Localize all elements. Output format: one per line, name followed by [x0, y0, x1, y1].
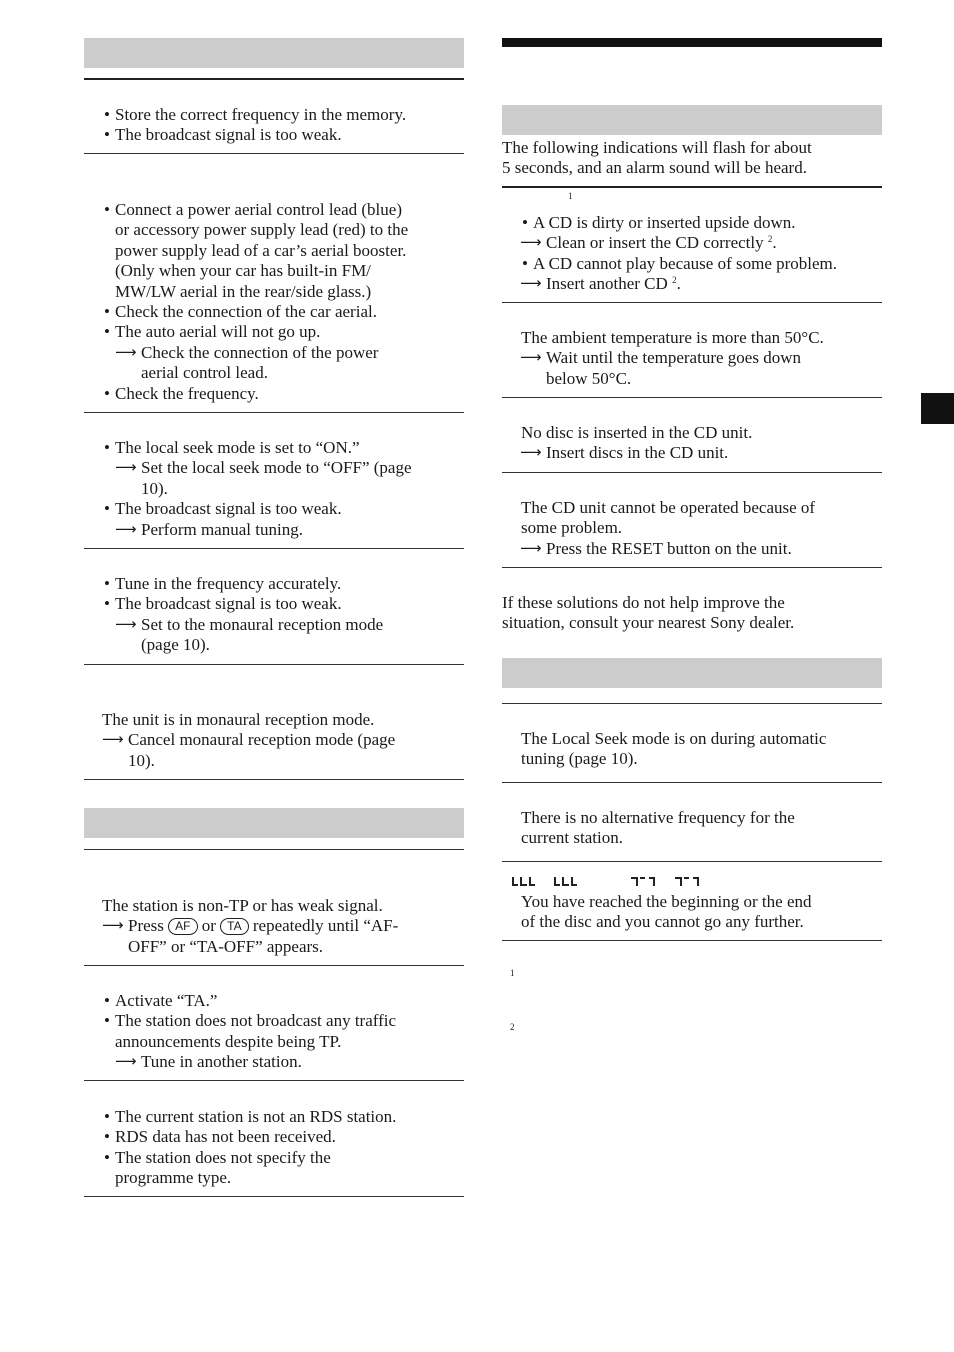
remedy-text: Set the local seek mode to “OFF” (page — [141, 458, 412, 478]
error-4 — [502, 498, 882, 559]
remedy-text: Press the RESET button on the unit. — [546, 538, 792, 558]
footnote-marker: 1 — [568, 191, 573, 201]
arrow-right-icon: ⟶ — [115, 342, 137, 361]
remedy-text: Cancel monaural reception mode (page — [128, 730, 396, 750]
cause-text: Tune in the frequency accurately. — [115, 574, 342, 593]
footnote-ref: 2 — [672, 275, 677, 286]
cause-text: A CD is dirty or inserted upside down. — [533, 213, 796, 232]
remedy-text: Clean or insert the CD correctly — [546, 233, 764, 253]
cause-text: MW/LW aerial in the rear/side glass.) — [115, 281, 372, 301]
cause-text: power supply lead of a car’s aerial booster. — [115, 240, 407, 260]
message-2 — [502, 808, 882, 849]
cause-text: The ambient temperature is more than 50°C. — [521, 328, 824, 347]
divider — [84, 1080, 464, 1081]
arrow-right-icon: ⟶ — [102, 730, 124, 749]
cause-text: The station is non-TP or has weak signal. — [102, 896, 383, 915]
lcd-display-icon — [512, 877, 712, 884]
remedy-text: Wait until the temperature goes down — [546, 348, 801, 368]
message-text: of the disc and you cannot go any further. — [521, 912, 804, 932]
cause-text: programme type. — [115, 1168, 232, 1188]
remedy-text: or — [201, 916, 216, 936]
message-1 — [502, 729, 882, 770]
divider — [502, 302, 882, 303]
message-text: The Local Seek mode is on during automatic — [521, 729, 827, 748]
remedy-text: Insert another CD — [546, 274, 668, 294]
cause-text: The local seek mode is set to “ON.” — [115, 438, 360, 457]
arrow-right-icon: ⟶ — [115, 614, 137, 633]
arrow-right-icon: ⟶ — [520, 233, 542, 252]
cause-text: The broadcast signal is too weak. — [115, 125, 342, 145]
cause-text: The station does not broadcast any traffic — [115, 1011, 397, 1031]
section-header-bar-error — [502, 105, 882, 135]
rds-problem-1 — [84, 896, 464, 957]
divider — [502, 567, 882, 568]
intro-text: The following indications will flash for about — [502, 138, 812, 157]
remedy-text: 10). — [128, 750, 155, 770]
divider — [84, 1196, 464, 1197]
remedy-text: aerial control lead. — [141, 363, 268, 383]
closing-note — [502, 593, 882, 634]
remedy-text: below 50°C. — [546, 368, 632, 388]
cause-text: Check the frequency. — [115, 383, 259, 403]
radio-problem-5 — [84, 710, 464, 771]
closing-text: If these solutions do not help improve the — [502, 593, 785, 612]
remedy-text: Check the connection of the power — [141, 342, 379, 362]
cause-text: Activate “TA.” — [115, 991, 218, 1010]
page-edge-tab — [921, 393, 954, 424]
section-rule — [502, 703, 882, 704]
error-intro — [502, 138, 882, 179]
divider — [502, 861, 882, 862]
message-text: There is no alternative frequency for the — [521, 808, 795, 827]
arrow-right-icon: ⟶ — [115, 519, 137, 538]
intro-text: 5 seconds, and an alarm sound will be heard. — [502, 158, 807, 178]
remedy-text: Press — [128, 916, 164, 936]
closing-text: situation, consult your nearest Sony dealer. — [502, 613, 795, 633]
divider — [84, 412, 464, 413]
cause-text: (Only when your car has built-in FM/ — [115, 261, 371, 281]
cause-text: or accessory power supply lead (red) to the — [115, 220, 409, 240]
divider — [84, 548, 464, 549]
divider — [84, 664, 464, 665]
arrow-right-icon: ⟶ — [115, 458, 137, 477]
section-rule — [84, 78, 464, 80]
remedy-text: Perform manual tuning. — [141, 519, 303, 539]
divider — [502, 472, 882, 473]
divider — [84, 779, 464, 780]
remedy-text: (page 10). — [141, 635, 210, 655]
divider — [502, 782, 882, 783]
message-text: You have reached the beginning or the end — [521, 892, 812, 911]
divider — [84, 965, 464, 966]
arrow-right-icon: ⟶ — [520, 538, 542, 557]
message-3 — [502, 892, 882, 933]
error-1: • A CD is dirty or inserted upside down. ⟶ Clean or insert the CD correctly $^2$. • A CD cannot play because of some problem. ⟶ Insert another CD $^2$. — [520, 213, 838, 294]
ta-button-icon: TA — [220, 918, 248, 935]
radio-problem-1: • Store the correct frequency in the memory. • The broadcast signal is too weak. — [104, 105, 407, 145]
cause-text: The CD unit cannot be operated because of — [521, 498, 816, 517]
section-header-bar-rds — [84, 808, 464, 838]
cause-text: announcements despite being TP. — [115, 1031, 342, 1051]
cause-text: The station does not specify the — [115, 1147, 331, 1167]
footnote-1: 1 — [510, 968, 515, 978]
error-2 — [502, 328, 882, 389]
cause-text: Store the correct frequency in the memory. — [115, 105, 407, 124]
message-text: current station. — [521, 828, 623, 848]
rds-problem-3: • The current station is not an RDS station. • RDS data has not been received. • The station does not specify the programme type. — [104, 1107, 397, 1188]
cause-text: A CD cannot play because of some problem. — [533, 253, 838, 273]
footnote-ref: 2 — [767, 234, 773, 245]
section-rule — [84, 849, 464, 850]
cause-text: The auto aerial will not go up. — [115, 322, 321, 342]
section-rule — [502, 186, 882, 188]
cause-text: some problem. — [521, 518, 623, 538]
section-title-rule — [502, 38, 882, 47]
cause-text: RDS data has not been received. — [115, 1127, 336, 1147]
cause-text: The broadcast signal is too weak. — [115, 499, 342, 519]
af-button-icon: AF — [168, 918, 197, 935]
message-text: tuning (page 10). — [521, 749, 638, 769]
cause-text: The broadcast signal is too weak. — [115, 594, 342, 614]
arrow-right-icon: ⟶ — [520, 348, 542, 367]
remedy-text: repeatedly until “AF- — [252, 916, 399, 936]
footnote-2: 2 — [510, 1022, 515, 1032]
radio-problem-2: • Connect a power aerial control lead (blue) or accessory power supply lead (red) to the power supply lead of a car’s aerial booster. (Only when your car has built-in FM/ MW/LW aerial in the rear/side glass.) • Check the connection of the car aerial. • The auto aerial will not go up. ⟶ Check the connection of the power aerial control lead. • Check the frequency. — [104, 200, 409, 403]
section-header-bar-messages — [502, 658, 882, 688]
cause-text: No disc is inserted in the CD unit. — [521, 423, 753, 442]
remedy-text: Set to the monaural reception mode — [141, 614, 384, 634]
arrow-right-icon: ⟶ — [520, 443, 542, 462]
divider — [502, 397, 882, 398]
remedy-text: Tune in another station. — [141, 1052, 302, 1072]
rds-problem-2: • Activate “TA.” • The station does not broadcast any traffic announcements despite being TP. ⟶ Tune in another station. — [104, 991, 397, 1072]
cause-text: The current station is not an RDS station. — [115, 1107, 397, 1126]
radio-problem-4: • Tune in the frequency accurately. • The broadcast signal is too weak. ⟶ Set to the monaural reception mode (page 10). — [104, 574, 384, 655]
remedy-text: Insert discs in the CD unit. — [546, 443, 729, 463]
cause-text: The unit is in monaural reception mode. — [102, 710, 375, 729]
arrow-right-icon: ⟶ — [115, 1052, 137, 1071]
radio-problem-3: • The local seek mode is set to “ON.” ⟶ Set the local seek mode to “OFF” (page 10). • The broadcast signal is too weak. ⟶ Perform manual tuning. — [104, 438, 412, 539]
remedy-text: 10). — [141, 478, 168, 498]
cause-text: Check the connection of the car aerial. — [115, 302, 377, 322]
divider — [84, 153, 464, 154]
arrow-right-icon: ⟶ — [102, 916, 124, 935]
arrow-right-icon: ⟶ — [520, 274, 542, 293]
remedy-text: OFF” or “TA-OFF” appears. — [128, 936, 324, 956]
error-3 — [502, 423, 882, 464]
divider — [502, 940, 882, 941]
cause-text: Connect a power aerial control lead (blue) — [115, 200, 402, 219]
section-header-bar-radio — [84, 38, 464, 68]
